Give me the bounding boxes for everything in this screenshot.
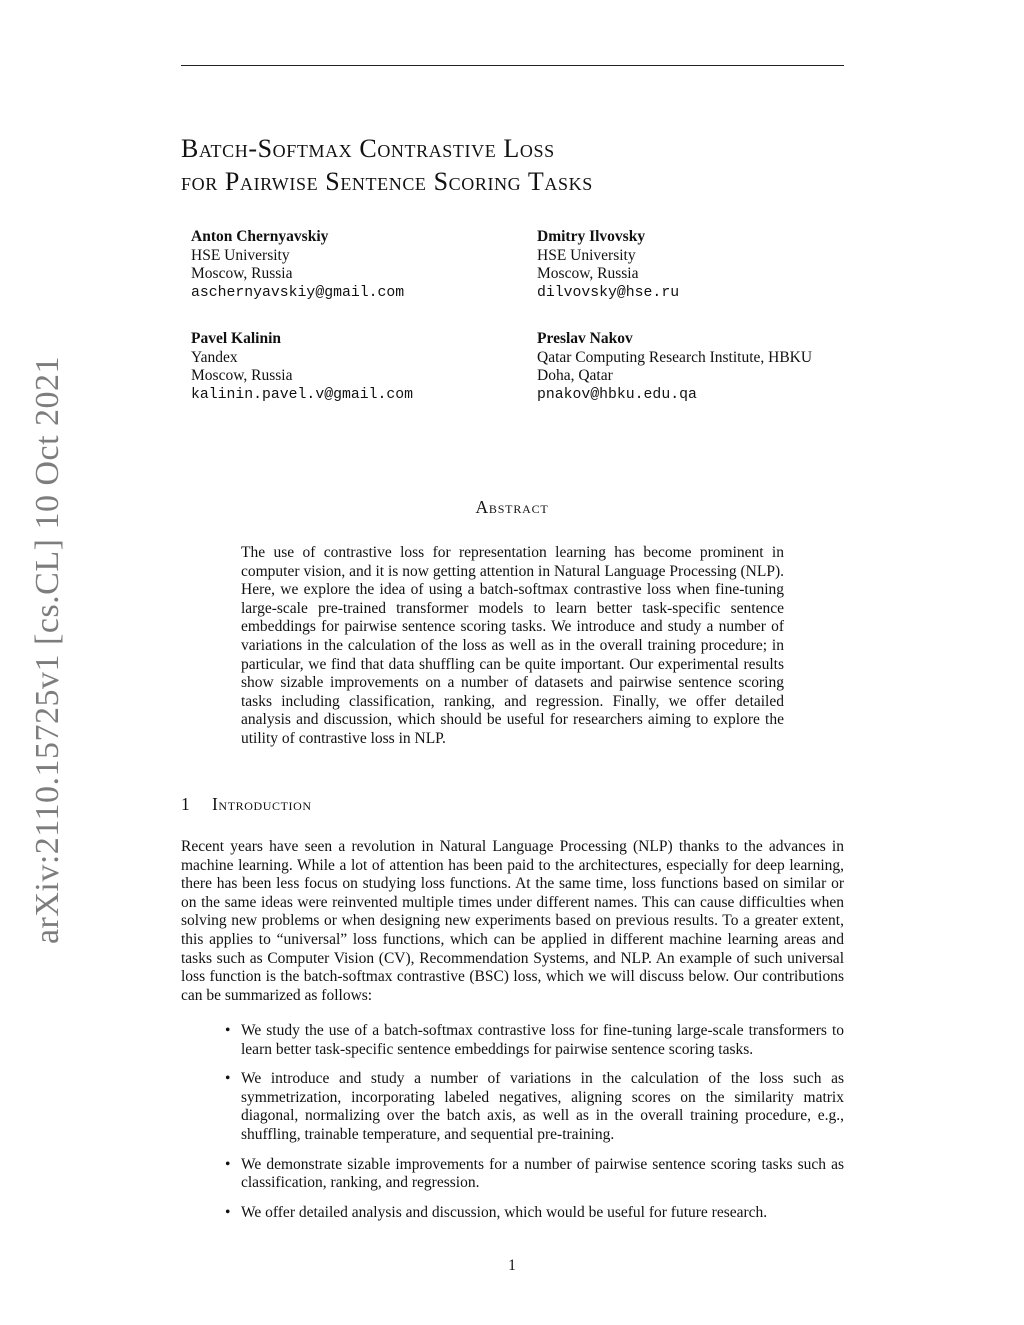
bullet-icon: •: [225, 1203, 231, 1221]
author-name: Dmitry Ilvovsky: [537, 228, 646, 245]
author-affiliation: HSE University: [537, 246, 636, 264]
section-heading-introduction: [181, 794, 312, 815]
author-email[interactable]: dilvovsky@hse.ru: [537, 284, 680, 301]
author-affiliation: Qatar Computing Research Institute, HBKU: [537, 348, 813, 366]
list-item: [222, 1022, 844, 1059]
list-item: [222, 1204, 844, 1223]
list-item: [222, 1156, 844, 1193]
abstract-text: The use of contrastive loss for representation learning has become prominent in computer vision, and it is now getting attention in Natural Language Processing (NLP). Here, we explore the idea of using a batch-softmax contrastive loss when fine-tuning large-scale pre-trained transformer models to learn better task-specific sentence embeddings for pairwise sentence scoring tasks. We introduce and study a number of variations in the calculation of the loss as well as in the overall training procedure; in particular, we find that data shuffling can be quite important. Our experimental results show sizable improvements on a number of datasets and pairwise sentence scoring tasks including classification, ranking, and regression. Finally, we offer detailed analysis and discussion, which should be useful for researchers aiming to explore the utility of contrastive loss in NLP.: [241, 544, 784, 747]
author-location: Moscow, Russia: [537, 265, 639, 282]
author-name: Pavel Kalinin: [191, 330, 281, 347]
list-item: [222, 1070, 844, 1144]
author-email[interactable]: aschernyavskiy@gmail.com: [191, 284, 405, 301]
author-email[interactable]: kalinin.pavel.v@gmail.com: [191, 386, 413, 403]
section-title: Introduction: [212, 794, 312, 814]
author-name: Anton Chernyavskiy: [191, 228, 329, 245]
author-block-1: [191, 228, 404, 302]
author-block-2: [537, 228, 679, 302]
paper-title-line-1: Batch-Softmax Contrastive Loss: [181, 134, 555, 163]
author-block-3: [191, 330, 413, 404]
abstract-heading: Abstract: [475, 497, 549, 517]
list-item-text: We demonstrate sizable improvements for a number of pairwise sentence scoring tasks such as classification, ranking, and regression.: [241, 1155, 844, 1192]
section-number: 1: [181, 794, 190, 814]
introduction-paragraph: Recent years have seen a revolution in Natural Language Processing (NLP) thanks to the advances in machine learning. While a lot of attention has been paid to the architectures, especially for deep learning, there has been less focus on studying loss functions. At the same time, loss functions based on similar or on the same ideas were reinvented multiple times under different names. This can cause difficulties when solving new problems or when designing new experiments based on previous results. To a greater extent, this applies to “universal” loss functions, which can be applied in different machine learning areas and tasks such as Computer Vision (CV), Recommendation Systems, and NLP. An example of such universal loss function is the batch-softmax contrastive (BSC) loss, which we will discuss below. Our contributions can be summarized as follows:: [181, 838, 844, 1004]
author-location: Moscow, Russia: [191, 265, 293, 282]
arxiv-identifier[interactable]: arXiv:2110.15725v1 [cs.CL] 10 Oct 2021: [29, 355, 66, 945]
author-location: Doha, Qatar: [537, 367, 613, 384]
bullet-icon: •: [225, 1022, 231, 1039]
paper-title: [181, 132, 844, 198]
list-item-text: We study the use of a batch-softmax contrastive loss for fine-tuning large-scale transformers to learn better task-specific sentence embeddings for pairwise sentence scoring tasks.: [241, 1022, 844, 1058]
top-rule: [181, 65, 844, 66]
bullet-icon: •: [225, 1070, 231, 1088]
paper-title-line-2: for Pairwise Sentence Scoring Tasks: [181, 167, 593, 196]
author-affiliation: HSE University: [191, 246, 290, 264]
author-email[interactable]: pnakov@hbku.edu.qa: [537, 386, 697, 403]
list-item-text: We introduce and study a number of variations in the calculation of the loss such as symmetrization, incorporating labeled negatives, aligning scores on the similarity matrix diagonal, normalizing over the batch axis, as well as in the overall training procedure, e.g., shuffling, trainable temperature, and sequential pre-training.: [241, 1070, 844, 1143]
author-location: Moscow, Russia: [191, 367, 293, 384]
page-number: 1: [508, 1257, 516, 1274]
author-name: Preslav Nakov: [537, 330, 633, 347]
list-item-text: We offer detailed analysis and discussion, which would be useful for future research.: [241, 1203, 768, 1221]
author-block-4: [537, 330, 812, 404]
author-affiliation: Yandex: [191, 348, 238, 366]
contributions-list: [222, 1022, 844, 1233]
bullet-icon: •: [225, 1155, 231, 1173]
